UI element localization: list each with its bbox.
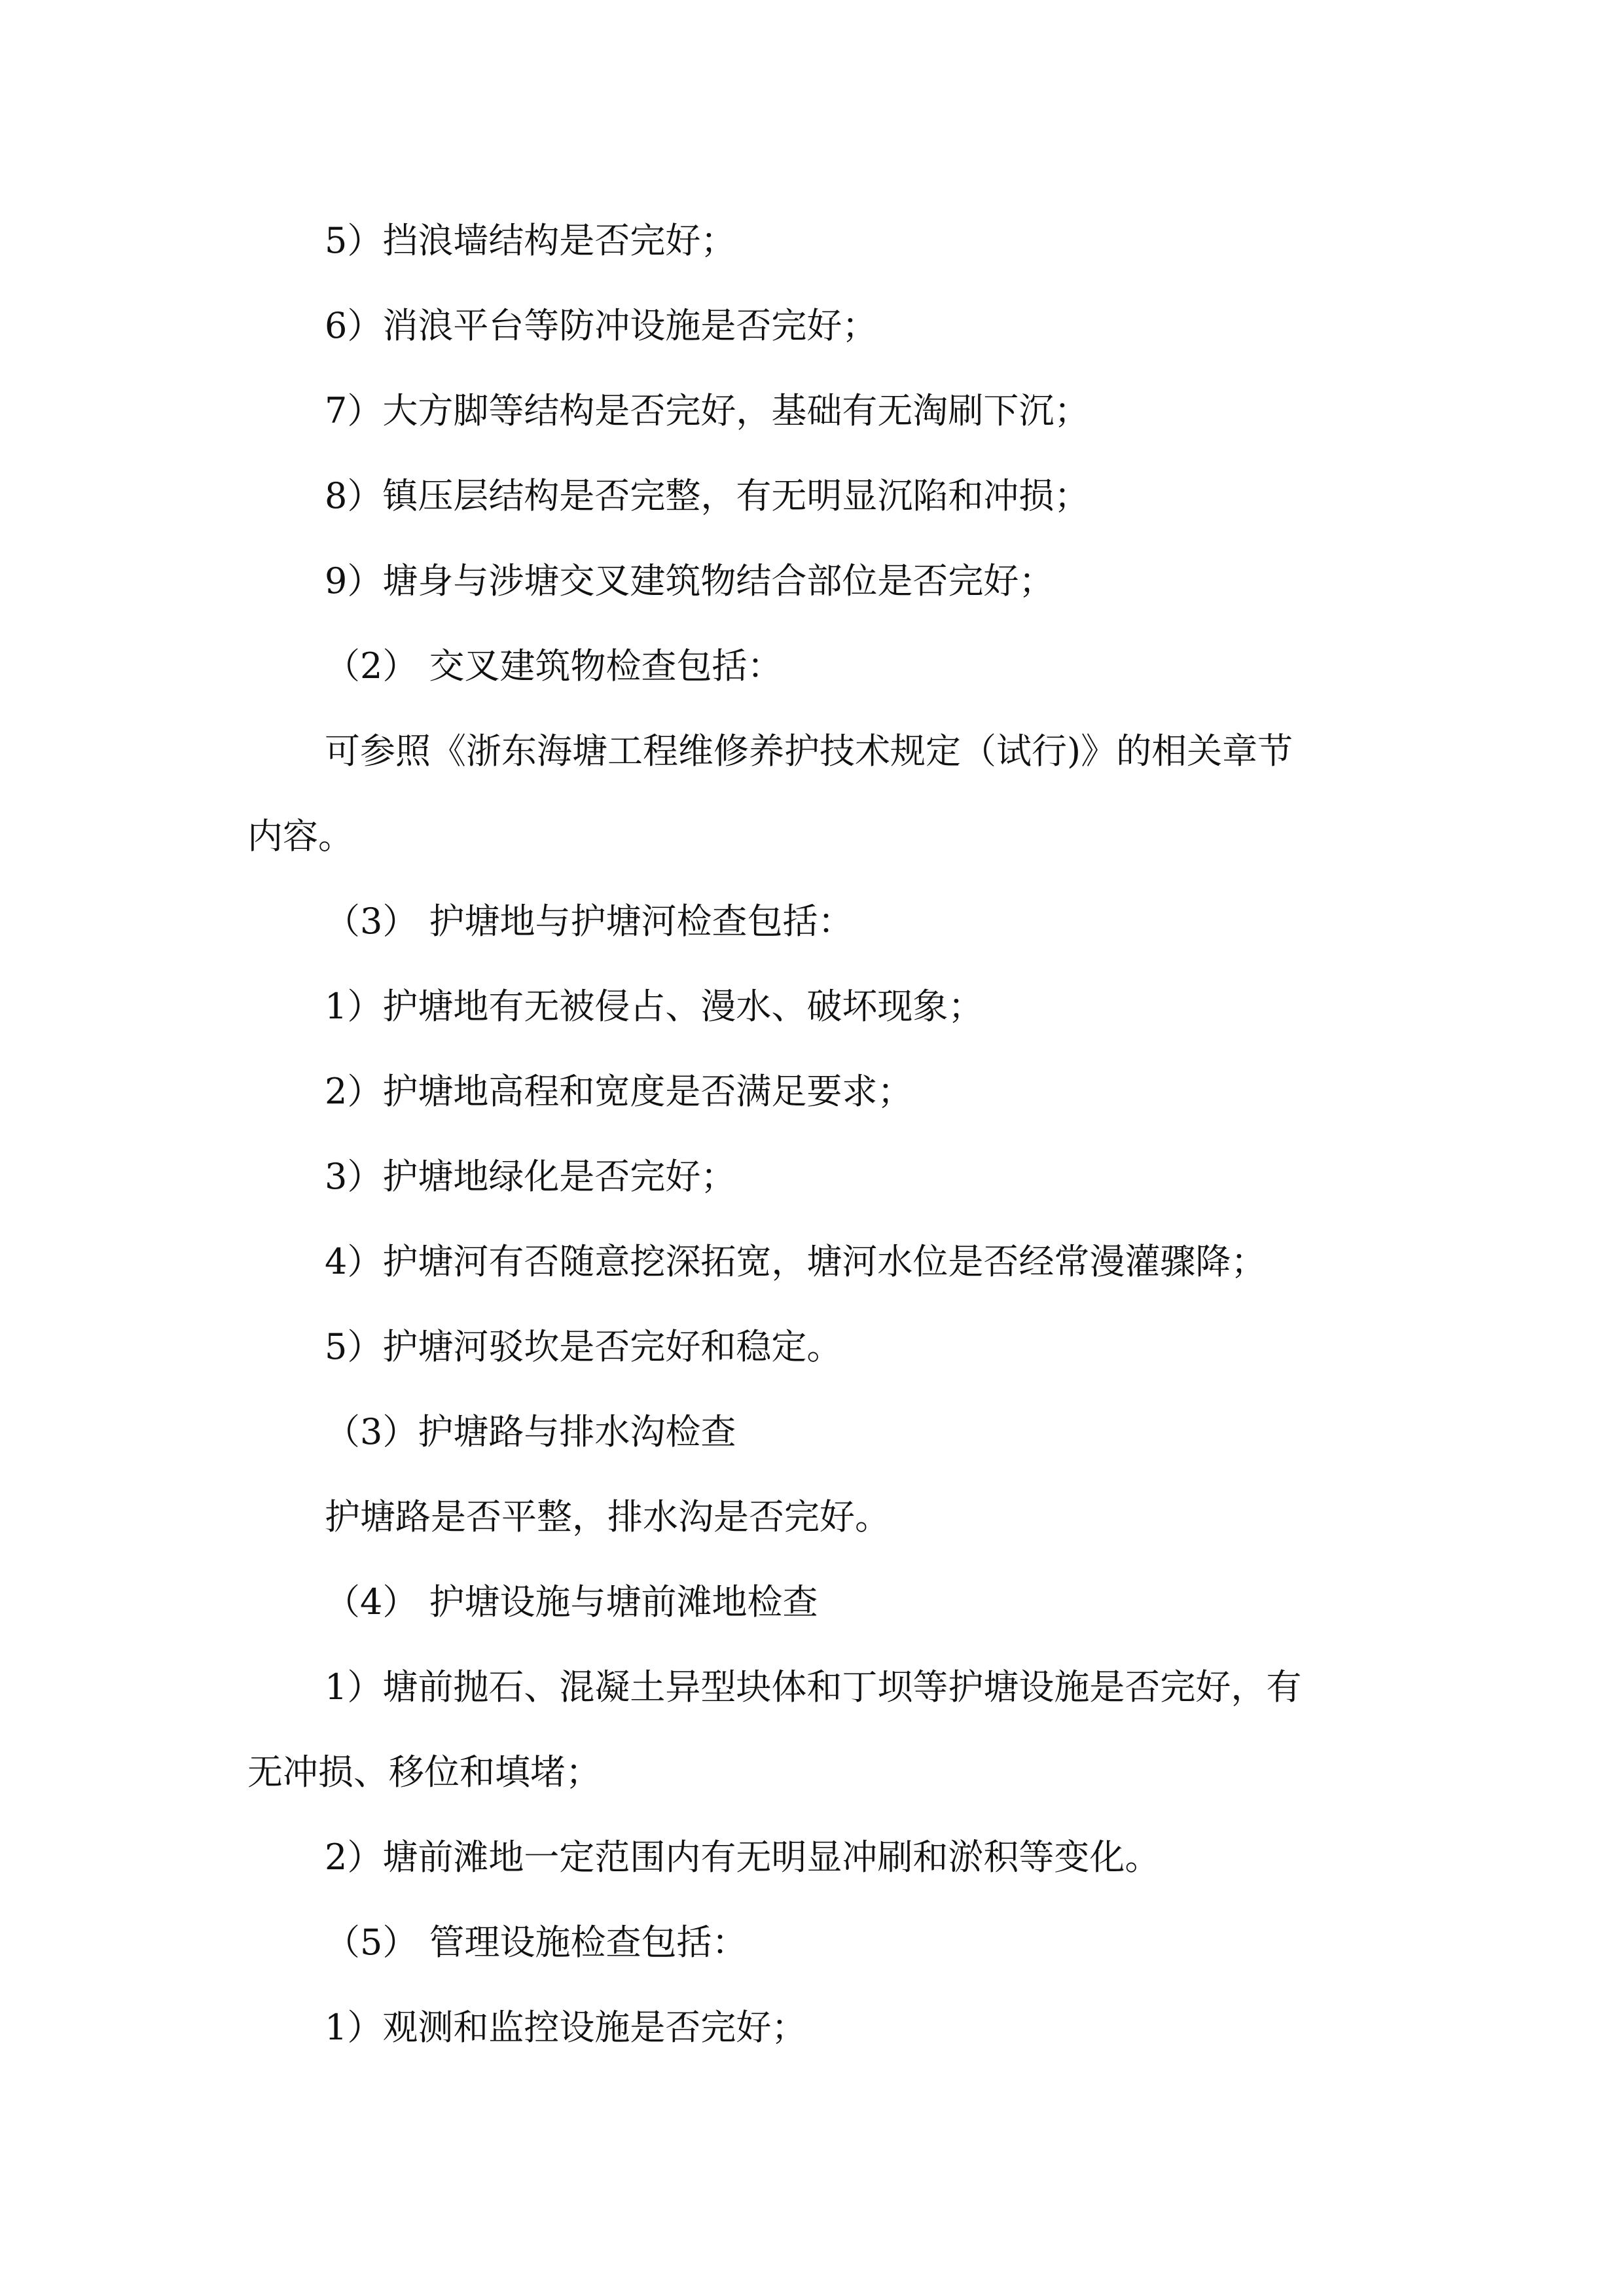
- section-heading: （4） 护塘设施与塘前滩地检查: [325, 1581, 818, 1623]
- paragraph-line: 8）镇压层结构是否完整，有无明显沉陷和冲损；: [325, 475, 1090, 516]
- paragraph-line: 9）塘身与涉塘交叉建筑物结合部位是否完好；: [325, 560, 1055, 601]
- paragraph-line: 可参照《浙东海塘工程维修养护技术规定（试行)》的相关章节: [325, 730, 1293, 772]
- paragraph-line: 7）大方脚等结构是否完好，基础有无淘刷下沉；: [325, 390, 1090, 431]
- paragraph-line: 2）护塘地高程和宽度是否满足要求；: [325, 1071, 913, 1112]
- section-heading: （2） 交叉建筑物检查包括：: [325, 645, 783, 687]
- paragraph-line: 5）护塘河驳坎是否完好和稳定。: [325, 1326, 842, 1367]
- paragraph-line: 5）挡浪墙结构是否完好；: [325, 220, 736, 261]
- paragraph-line: 6）消浪平台等防冲设施是否完好；: [325, 305, 878, 346]
- paragraph-line: 1）护塘地有无被侵占、漫水、破坏现象；: [325, 986, 984, 1027]
- section-heading: （3）护塘路与排水沟检查: [325, 1411, 736, 1452]
- paragraph-line: 3）护塘地绿化是否完好；: [325, 1156, 736, 1197]
- paragraph-line: 4）护塘河有否随意挖深拓宽，塘河水位是否经常漫灌骤降；: [325, 1241, 1267, 1282]
- paragraph-line: 2）塘前滩地一定范围内有无明显冲刷和淤积等变化。: [325, 1837, 1161, 1878]
- paragraph-line-continued: 内容。: [247, 816, 353, 857]
- body-text: [247, 208, 1386, 2080]
- paragraph-line: 护塘路是否平整，排水沟是否完好。: [325, 1496, 890, 1537]
- section-heading: （3） 护塘地与护塘河检查包括：: [325, 901, 854, 942]
- paragraph-line: 1）塘前抛石、混凝土异型块体和丁坝等护塘设施是否完好，有: [325, 1666, 1302, 1708]
- section-heading: （5） 管理设施检查包括：: [325, 1922, 748, 1963]
- paragraph-line-continued: 无冲损、移位和填堵；: [247, 1751, 601, 1793]
- paragraph-line: 1）观测和监控设施是否完好；: [325, 2007, 807, 2048]
